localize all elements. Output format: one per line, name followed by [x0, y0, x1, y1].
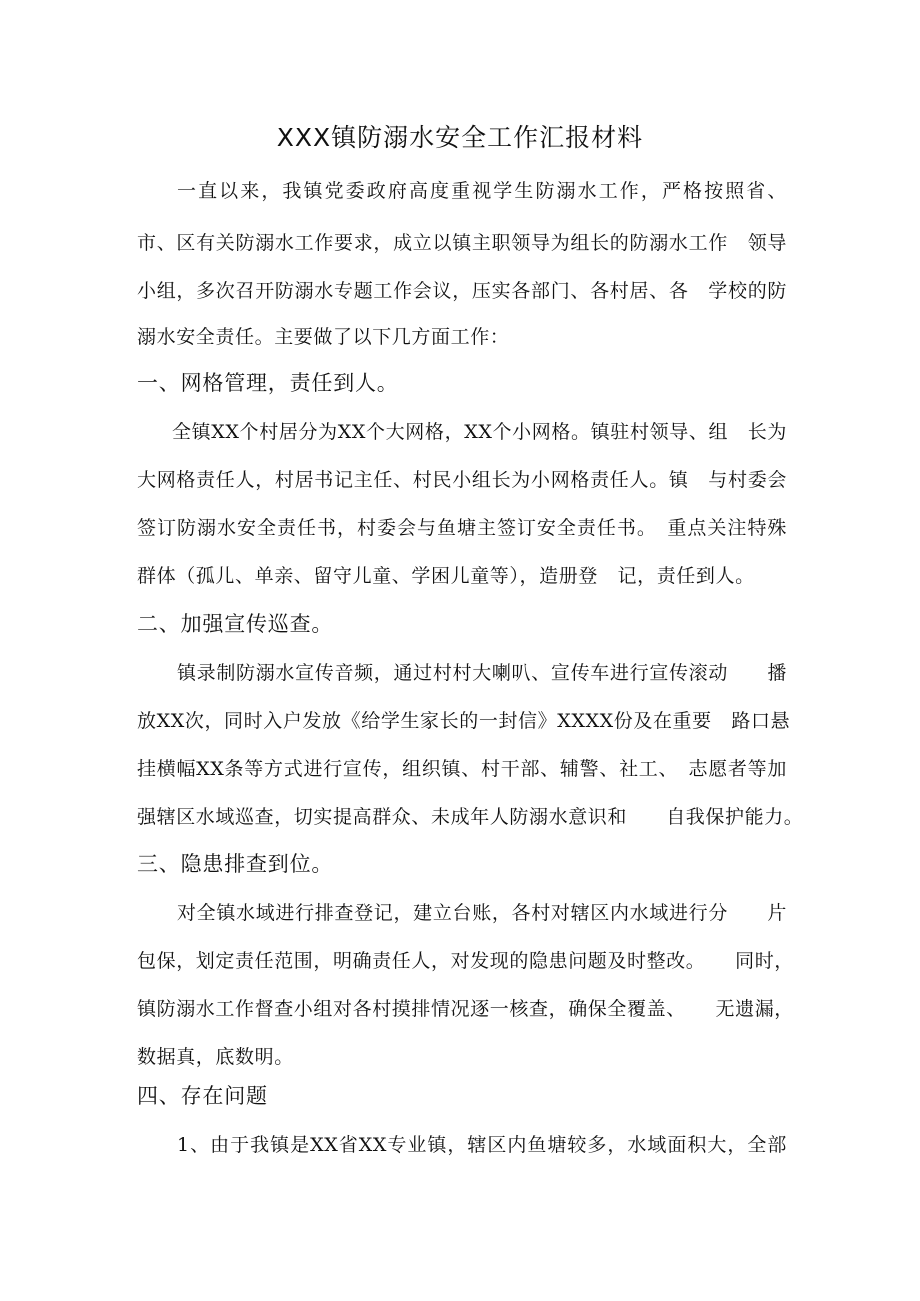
section-2-line-4: 强辖区水域巡查，切实提高群众、未成年人防溺水意识和 自我保护能力。 [137, 806, 804, 828]
section-1-line-4: 群体（孤儿、单亲、留守儿童、学困儿童等），造册登 记，责任到人。 [137, 565, 755, 587]
document-title: XXX镇防溺水安全工作汇报材料 [276, 123, 644, 152]
section-4-line-1: 1、由于我镇是XX省XX专业镇，辖区内鱼塘较多，水域面积大，全部 [177, 1134, 787, 1156]
section-3-line-4: 数据真，底数明。 [137, 1046, 294, 1068]
section-3-heading: 三、隐患排查到位。 [137, 852, 334, 876]
section-1-line-3: 签订防溺水安全责任书，村委会与鱼塘主签订安全责任书。 重点关注特殊 [137, 517, 787, 539]
section-2-line-1: 镇录制防溺水宣传音频，通过村村大喇叭、宣传车进行宣传滚动 播 [177, 662, 787, 684]
section-1-heading: 一、网格管理，责任到人。 [137, 371, 399, 395]
intro-line-4: 溺水安全责任。主要做了以下几方面工作： [137, 326, 510, 348]
section-1-line-1: 全镇XX个村居分为XX个大网格，XX个小网格。镇驻村领导、组 长为 [172, 421, 787, 443]
section-1-line-2: 大网格责任人，村居书记主任、村民小组长为小网格责任人。镇 与村委会 [137, 469, 787, 491]
section-2-heading: 二、加强宣传巡查。 [137, 612, 334, 636]
intro-line-2: 市、区有关防溺水工作要求，成立以镇主职领导为组长的防溺水工作 领导 [137, 232, 787, 254]
section-3-line-1: 对全镇水域进行排查登记，建立台账，各村对辖区内水域进行分 片 [177, 902, 787, 924]
intro-line-1: 一直以来，我镇党委政府高度重视学生防溺水工作，严格按照省、 [177, 180, 787, 202]
section-4-heading: 四、存在问题 [137, 1084, 268, 1108]
section-3-line-3: 镇防溺水工作督查小组对各村摸排情况逐一核查，确保全覆盖、 无遗漏， [137, 998, 794, 1020]
intro-line-3: 小组，多次召开防溺水专题工作会议，压实各部门、各村居、各 学校的防 [137, 280, 787, 302]
section-2-line-2: 放XX次，同时入户发放《给学生家长的一封信》XXXX份及在重要 路口悬 [137, 710, 791, 732]
section-2-line-3: 挂横幅XX条等方式进行宣传，组织镇、村干部、辅警、社工、 志愿者等加 [137, 758, 787, 780]
section-3-line-2: 包保，划定责任范围，明确责任人，对发现的隐患问题及时整改。 同时， [137, 950, 794, 972]
